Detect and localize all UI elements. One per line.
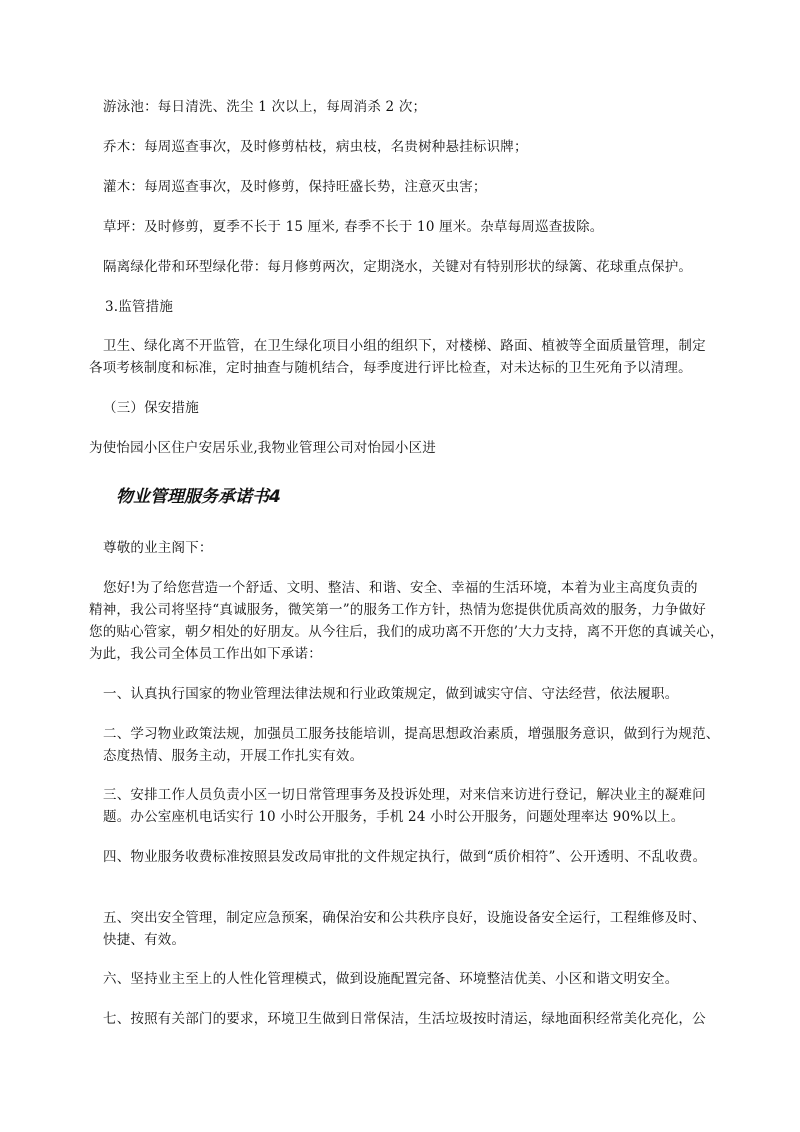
supervision-line-2: 各项考核制度和标准，定时抽查与随机结合，每季度进行评比检查，对未达标的卫生死角予以清理。	[89, 360, 692, 376]
commitment-item-2-line-1: 二、学习物业政策法规，加强员工服务技能培训，提高思想政治素质，增强服务意识，做到行为规范、	[103, 726, 720, 742]
salutation: 尊敬的业主阁下：	[103, 540, 213, 556]
commitment-item-5-line-1: 五、突出安全管理，制定应急预案，确保治安和公共秩序良好，设施设备安全运行，工程维修及时、	[103, 910, 706, 926]
supervision-line-1: 卫生、绿化离不开监管，在卫生绿化项目小组的组织下，对楼梯、路面、植被等全面质量管理，制定	[103, 338, 706, 354]
intro-line-2: 精神，我公司将坚持“真诚服务，微笑第一”的服务工作方针，热情为您提供优质高效的服务，力争做好	[89, 602, 707, 618]
commitment-item-5-line-2: 快捷、有效。	[103, 932, 186, 948]
commitment-item-6: 六、坚持业主至上的人性化管理模式，做到设施配置完备、环境整洁优美、小区和谐文明安全。	[103, 971, 679, 987]
green-belt-paragraph: 隔离绿化带和环型绿化带：每月修剪两次，定期浇水，关键对有特别形状的绿篱、花球重点保护。	[103, 259, 693, 275]
intro-line-3: 您的贴心管家，朝夕相处的好朋友。从今往后，我们的成功离不开您的’大力支持，离不开您的真诚关心，	[89, 624, 724, 640]
intro-line-4: 为此，我公司全体员工作出如下承诺：	[89, 646, 322, 662]
commitment-item-3-line-1: 三、安排工作人员负责小区一切日常管理事务及投诉处理，对来信来访进行登记，解决业主的凝难问	[103, 787, 706, 803]
commitment-item-2-line-2: 态度热情、服务主动，开展工作扎实有效。	[103, 748, 364, 764]
commitment-item-4: 四、物业服务收费标准按照县发改局审批的文件规定执行，做到“质价相符”、公开透明、不乱收费。	[103, 849, 707, 865]
commitment-item-7: 七、按照有关部门的要求，环境卫生做到日常保洁，生活垃圾按时清运，绿地面积经常美化亮化，公	[103, 1011, 706, 1027]
pool-paragraph: 游泳池：每日清洗、洗尘 1 次以上，每周消杀 2 次；	[103, 99, 427, 115]
commitment-item-1: 一、认真执行国家的物业管理法律法规和行业政策规定，做到诚实守信、守法经营，依法履职。	[103, 686, 679, 702]
trees-paragraph: 乔木：每周巡查事次，及时修剪枯枝，病虫枝，名贵树种悬挂标识牌；	[103, 139, 528, 155]
security-paragraph: 为使怡园小区住户安居乐业,我物业管理公司对怡园小区进	[89, 440, 436, 456]
supervision-title: 3.监管措施	[105, 299, 174, 315]
lawn-paragraph: 草坪：及时修剪，夏季不长于 15 厘米, 春季不长于 10 厘米。杂草每周巡查拔除。	[103, 219, 604, 235]
section-heading: 物业管理服务承诺书4	[116, 487, 281, 507]
shrubs-paragraph: 灌木：每周巡查事次，及时修剪，保持旺盛长势，注意灭虫害；	[103, 179, 487, 195]
intro-line-1: 您好!为了给您营造一个舒适、文明、整洁、和谐、安全、幸福的生活环境，本着为业主高度负责的	[103, 580, 698, 596]
commitment-item-3-line-2: 题。办公室座机电话实行 10 小时公开服务，手机 24 小时公开服务，问题处理率达 90%以上。	[103, 809, 685, 825]
security-title: （三）保安措施	[103, 400, 199, 416]
